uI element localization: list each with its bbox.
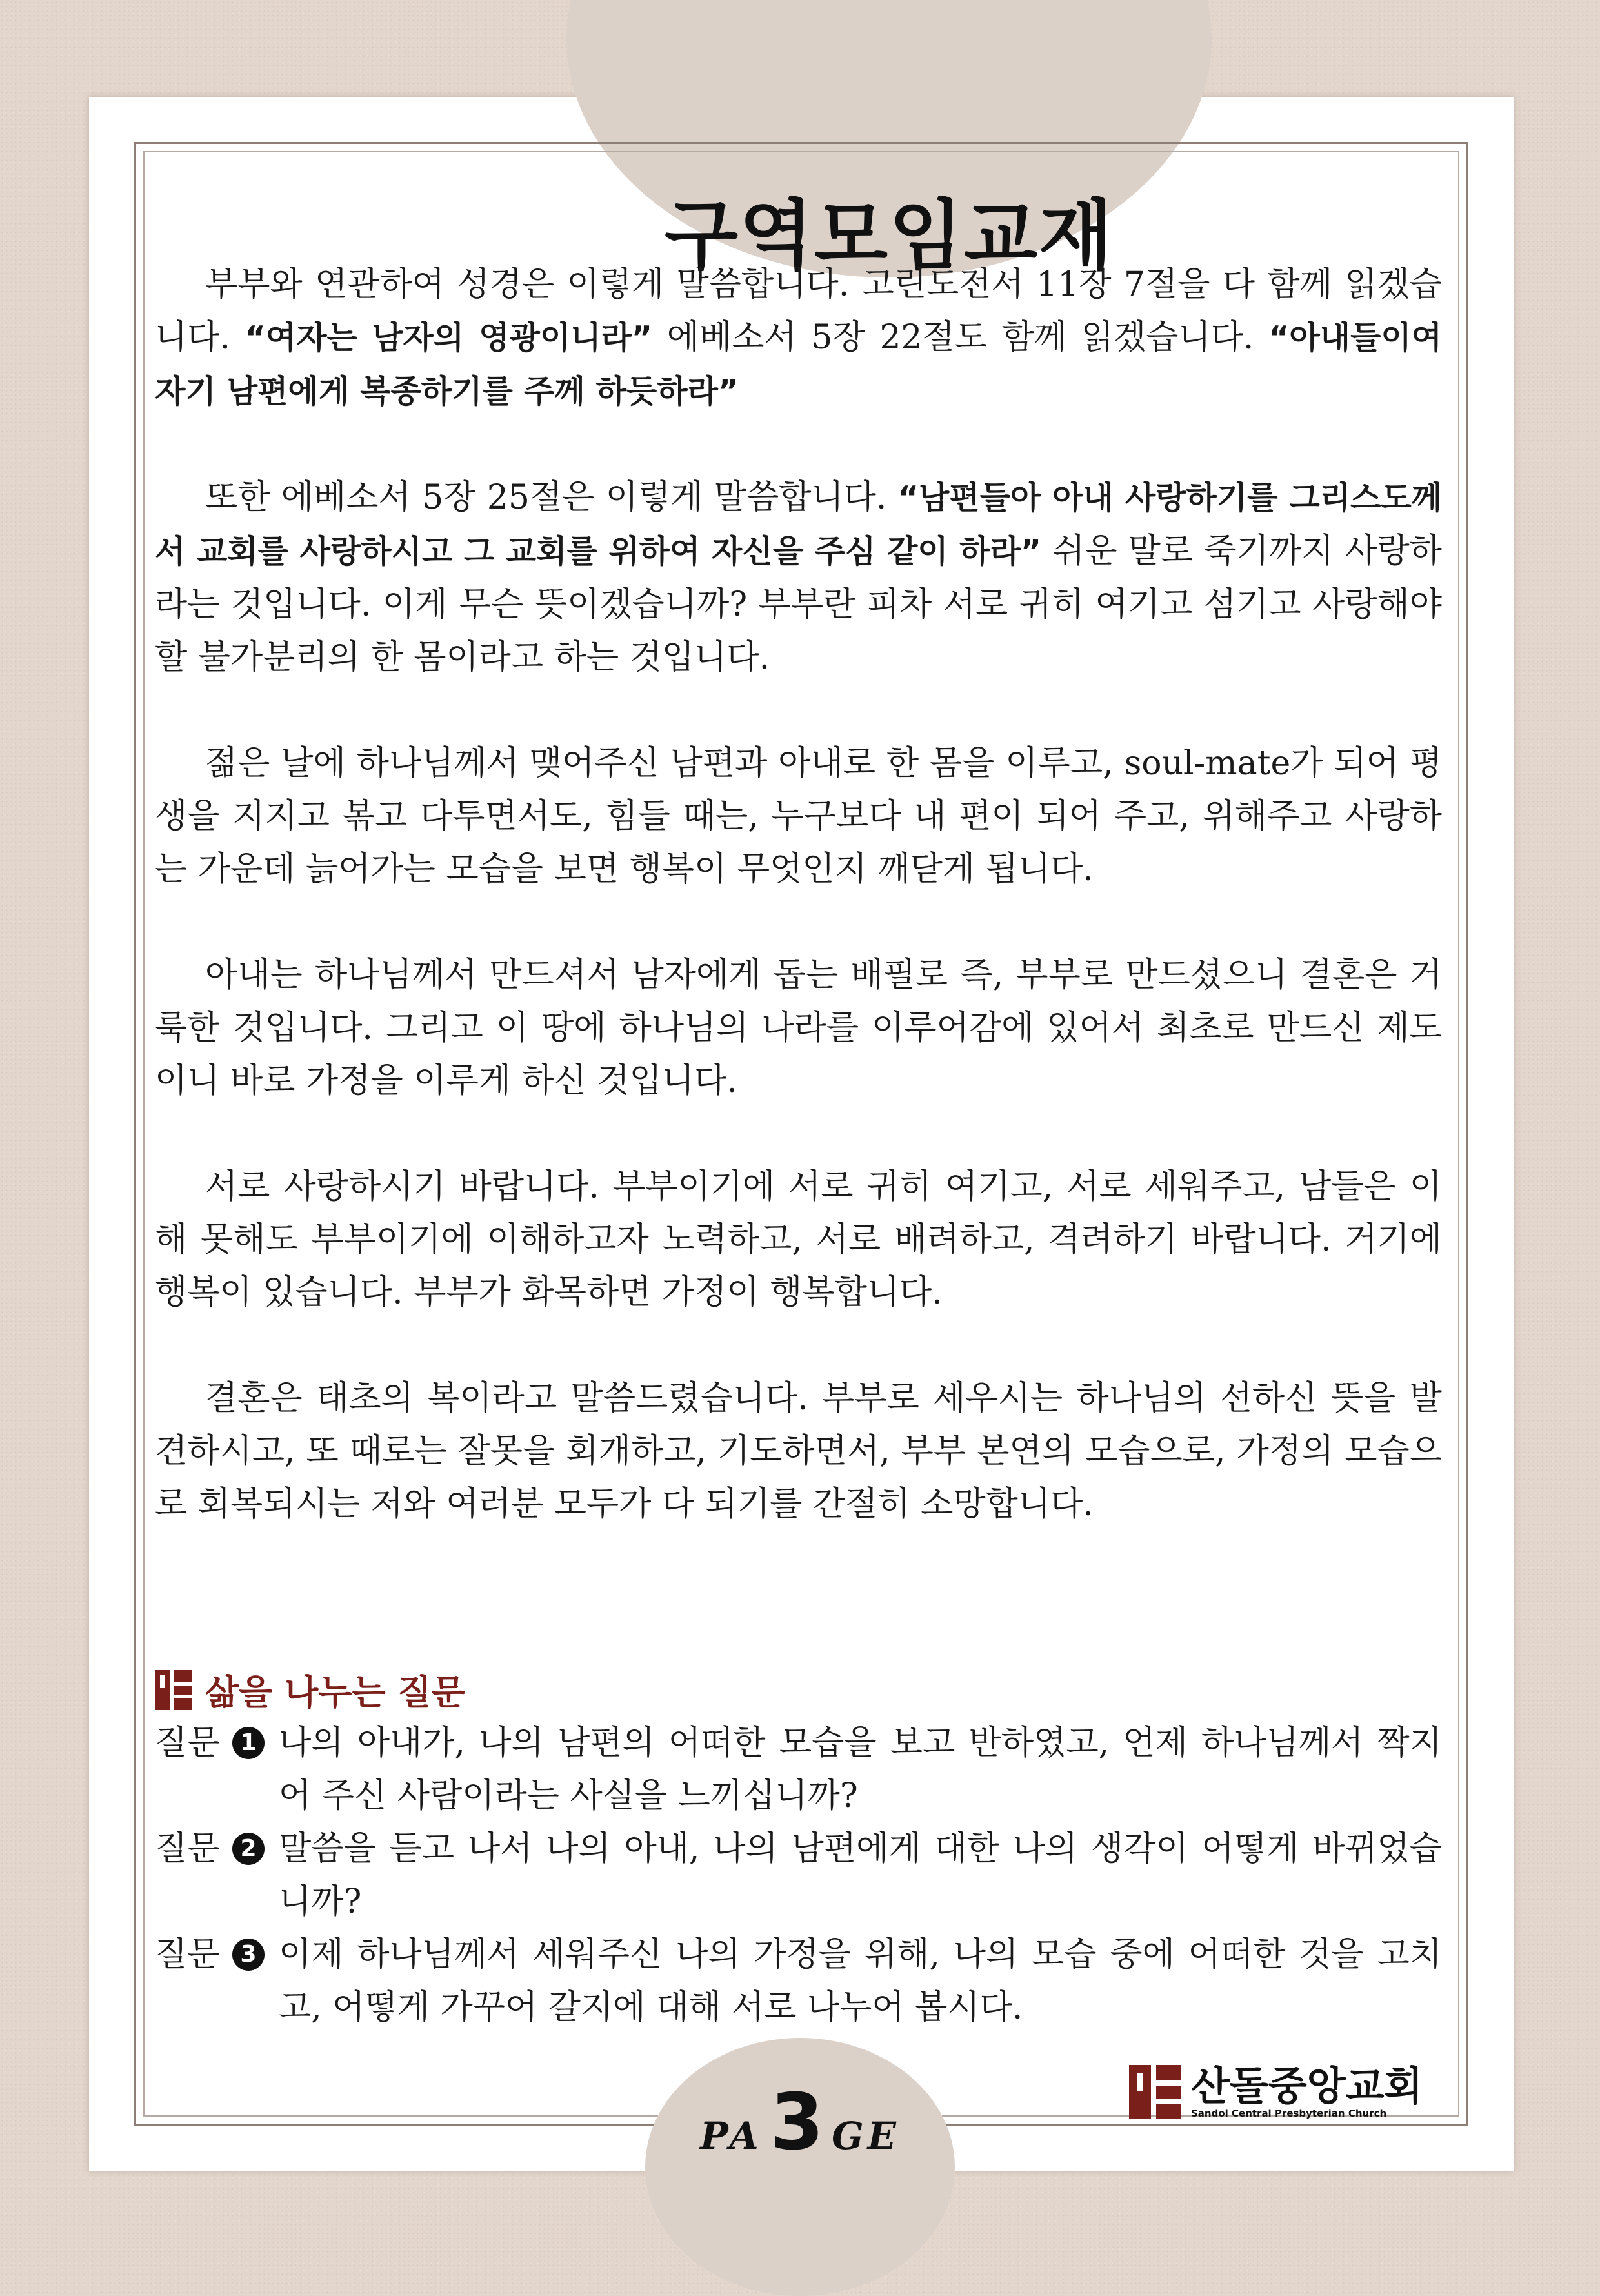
paragraph-5 (155, 1160, 1442, 1319)
paragraph-text: 결혼은 태초의 복이라고 말씀드렸습니다. 부부로 세우시는 하나님의 선하신 뜻을 발견하시고, 또 때로는 잘못을 회개하고, 기도하면서, 부부 본연의 모습으로, 가정의 모습으로 회복되시는 저와 여러분 모두가 다 되기를 간절히 소망합니다. (155, 1379, 1442, 1524)
church-name-korean: 산돌중앙교회 (1191, 2062, 1423, 2110)
paragraph-4 (155, 949, 1442, 1107)
question-number: 1 (232, 1727, 265, 1759)
paragraph-2 (155, 471, 1442, 684)
questions-heading-text: 삶을 나누는 질문 (205, 1672, 465, 1713)
number-circle-icon (227, 1726, 270, 1760)
question-text: 말씀을 듣고 나서 나의 아내, 나의 남편에게 대한 나의 생각이 어떻게 바뀌었습니까? (279, 1829, 1442, 1921)
scripture-quote: “아내들이여 자기 남편에게 복종하기를 주께 하듯하라” (155, 319, 1442, 410)
paragraph-1 (155, 258, 1442, 418)
paragraph-text: 또한 에베소서 5장 25절은 이렇게 말씀합니다. (205, 478, 898, 517)
question-item (155, 1717, 1442, 1822)
page-number (645, 2078, 955, 2168)
scripture-quote: “남편들아 아내 사랑하기를 그리스도께서 교회를 사랑하시고 그 교회를 위하여 자신을 주심 같이 하라” (155, 479, 1442, 570)
scripture-quote: “여자는 남자의 영광이니라” (245, 319, 653, 356)
church-logo (1129, 2062, 1423, 2119)
page-prefix: PA (700, 2114, 763, 2158)
paragraph-3 (155, 737, 1442, 896)
question-text: 나의 아내가, 나의 남편의 어떠한 모습을 보고 반하였고, 언제 하나님께서 짝지어 주신 사람이라는 사실을 느끼십니까? (279, 1724, 1442, 1815)
page-number-value: 3 (770, 2078, 825, 2168)
question-number: 3 (232, 1939, 265, 1971)
question-item (155, 1928, 1442, 2034)
paragraph-text: 부부와 연관하여 성경은 이렇게 말씀합니다. 고린도전서 11장 7절을 다 함께 읽겠습니다. (155, 265, 1442, 357)
page-title: 구역모임교재 (665, 191, 1114, 280)
paragraph-text: 젊은 날에 하나님께서 맺어주신 남편과 아내로 한 몸을 이루고, soul-mate가 되어 평생을 지지고 볶고 다투면서도, 힘들 때는, 누구보다 내 편이 되어 주고, 위해주고 사랑하는 가운데 늙어가는 모습을 보면 행복이 무엇인지 깨닫게 됩니다. (155, 744, 1442, 889)
paragraph-text: 에베소서 5장 22절도 함께 읽겠습니다. (652, 318, 1269, 357)
question-text: 이제 하나님께서 세워주신 나의 가정을 위해, 나의 모습 중에 어떠한 것을 고치고, 어떻게 가꾸어 갈지에 대해 서로 나누어 봅시다. (279, 1935, 1442, 2027)
question-item (155, 1822, 1442, 1928)
church-name-english: Sandol Central Presbyterian Church (1191, 2108, 1387, 2119)
paragraph-text: 쉬운 말로 죽기까지 사랑하라는 것입니다. 이게 무슨 뜻이겠습니까? 부부란 피차 서로 귀히 여기고 섬기고 사랑해야 할 불가분리의 한 몸이라고 하는 것입니다. (155, 532, 1443, 677)
number-circle-icon (227, 1832, 270, 1866)
question-label: 질문 (155, 1724, 220, 1762)
question-label: 질문 (155, 1935, 220, 1974)
church-mark-icon (1129, 2065, 1181, 2119)
questions-heading (155, 1665, 465, 1715)
number-circle-icon (227, 1938, 270, 1971)
question-list (155, 1717, 1442, 2034)
church-mark-icon (155, 1670, 192, 1710)
sermon-body (155, 258, 1442, 1584)
paragraph-6 (155, 1372, 1442, 1531)
question-number: 2 (232, 1833, 265, 1865)
page-suffix: GE (832, 2114, 900, 2158)
paragraph-text: 아내는 하나님께서 만드셔서 남자에게 돕는 배필로 즉, 부부로 만드셨으니 결혼은 거룩한 것입니다. 그리고 이 땅에 하나님의 나라를 이루어감에 있어서 최초로 만드신 제도이니 바로 가정을 이루게 하신 것입니다. (155, 956, 1442, 1100)
paragraph-text: 서로 사랑하시기 바랍니다. 부부이기에 서로 귀히 여기고, 서로 세워주고, 남들은 이해 못해도 부부이기에 이해하고자 노력하고, 서로 배려하고, 격려하기 바랍니다. 거기에 행복이 있습니다. 부부가 화목하면 가정이 행복합니다. (155, 1167, 1442, 1312)
question-label: 질문 (155, 1829, 220, 1868)
